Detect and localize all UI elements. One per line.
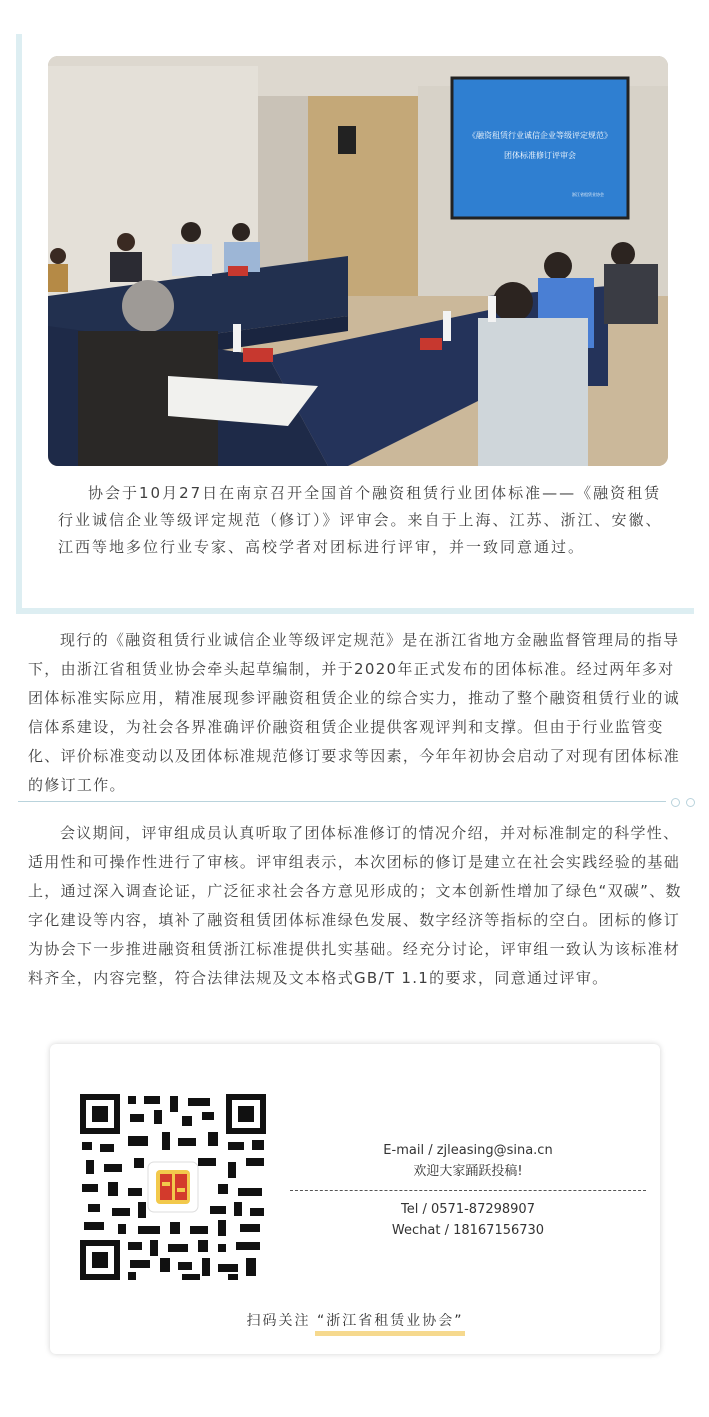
contact-info <box>290 1140 646 1241</box>
screen-title-text: 《融资租赁行业诚信企业等级评定规范》 <box>468 131 612 140</box>
association-name-highlight <box>317 1310 464 1330</box>
divider-dot-icon <box>686 798 695 807</box>
photo-caption: 协会于10月27日在南京召开全国首个融资租赁行业团体标准——《融资租赁行业诚信企业等级评定规范（修订）》评审会。来自于上海、江苏、浙江、安徽、江西等地多位行业专家、高校学者对团标进行评审，并一致同意通过。 <box>58 484 663 556</box>
meeting-photo <box>48 56 668 466</box>
contact-card <box>50 1044 660 1354</box>
email-text[interactable]: E-mail / zjleasing@sina.cn <box>383 1143 553 1158</box>
dashed-divider <box>290 1190 646 1191</box>
screen-subtitle-text: 团体标准修订评审会 <box>504 151 576 160</box>
association-name: “浙江省租赁业协会” <box>316 1313 464 1329</box>
qr-code-icon[interactable] <box>78 1092 268 1282</box>
submission-invite-text: 欢迎大家踊跃投稿! <box>413 1164 523 1179</box>
section-divider <box>18 801 666 802</box>
divider-dot-icon <box>671 798 680 807</box>
follow-prompt <box>50 1310 660 1330</box>
paragraph-meeting: 会议期间，评审组成员认真听取了团体标准修订的情况介绍，并对标准制定的科学性、适用性和可操作性进行了审核。评审组表示，本次团标的修订是建立在社会实践经验的基础上，通过深入调查论证，广泛征求社会各方意见形成的；文本创新性增加了绿色“双碳”、数字化建设等内容，填补了融资租赁团体标准绿色发展、数字经济等指标的空白。团标的修订为协会下一步推进融资租赁浙江标准提供扎实基础。经充分讨论，评审组一致认为该标准材料齐全，内容完整，符合法律法规及文本格式GB/T 1.1的要求，同意通过评审。 <box>28 824 682 987</box>
highlight-bar <box>315 1331 466 1336</box>
wechat-text: Wechat / 18167156730 <box>391 1223 545 1238</box>
screen-footer-text: 浙江省租赁业协会 <box>572 192 604 197</box>
tel-text[interactable]: Tel / 0571-87298907 <box>401 1202 535 1217</box>
paragraph-background: 现行的《融资租赁行业诚信企业等级评定规范》是在浙江省地方金融监督管理局的指导下，由浙江省租赁业协会牵头起草编制，并于2020年正式发布的团体标准。经过两年多对团体标准实际应用，精准展现参评融资租赁企业的综合实力，推动了整个融资租赁行业的诚信体系建设，为社会各界准确评价融资租赁企业提供客观评判和支撑。但由于行业监管变化、评价标准变动以及团体标准规范修订要求等因素，今年年初协会启动了对现有团体标准的修订工作。 <box>28 631 681 794</box>
follow-prefix: 扫码关注 <box>246 1313 311 1329</box>
